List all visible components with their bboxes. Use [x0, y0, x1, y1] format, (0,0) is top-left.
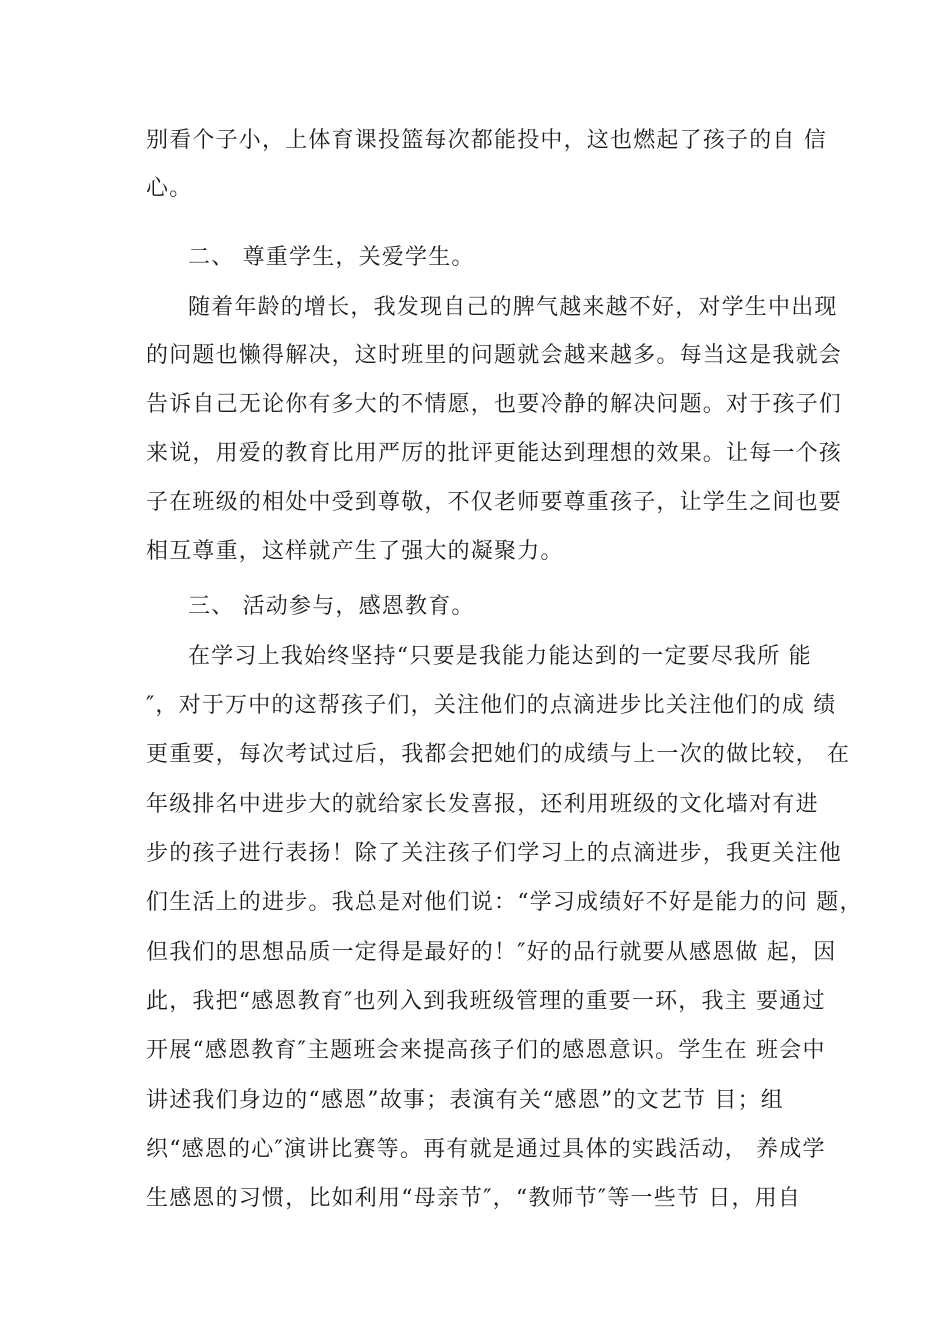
paragraph-line: 随着年龄的增长，我发现自己的脾气越来越不好，对学生中出现 — [188, 295, 838, 320]
paragraph-line: 织“感恩的心″演讲比赛等。再有就是通过具体的实践活动， 养成学 — [146, 1137, 826, 1162]
paragraph-line: 们生活上的进步。我总是对他们说：“学习成绩好不好是能力的问 题， — [146, 890, 863, 915]
paragraph-line: 开展“感恩教育″主题班会来提高孩子们的感恩意识。学生在 班会中 — [146, 1038, 826, 1063]
paragraph-line: 生感恩的习惯，比如利用“母亲节″，“教师节″等一些节 日，用自 — [146, 1186, 802, 1211]
paragraph-line: 此，我把“感恩教育″也列入到我班级管理的重要一环，我主 要通过 — [146, 989, 826, 1014]
paragraph-line: 别看个子小，上体育课投篮每次都能投中，这也燃起了孩子的自 信 — [146, 128, 827, 153]
section-heading-2: 二、 尊重学生，关爱学生。 — [188, 245, 475, 270]
paragraph-line: ″，对于万中的这帮孩子们，关注他们的点滴进步比关注他们的成 绩 — [146, 693, 837, 718]
paragraph-line: 告诉自己无论你有多大的不情愿，也要冷静的解决问题。对于孩子们 — [146, 392, 843, 417]
paragraph-line: 子在班级的相处中受到尊敬，不仅老师要尊重孩子，让学生之间也要 — [146, 490, 843, 515]
paragraph-line: 心。 — [146, 176, 193, 201]
paragraph-line: 但我们的思想品质一定得是最好的！″好的品行就要从感恩做 起，因 — [146, 940, 837, 965]
paragraph-line: 相互尊重，这样就产生了强大的凝聚力。 — [146, 539, 564, 564]
section-heading-3: 三、 活动参与，感恩教育。 — [188, 594, 475, 619]
paragraph-line: 讲述我们身边的“感恩”故事；表演有关“感恩”的文艺节 目；组 — [146, 1088, 784, 1113]
paragraph-line: 在学习上我始终坚持“只要是我能力能达到的一定要尽我所 能 — [188, 644, 812, 669]
paragraph-line: 来说，用爱的教育比用严厉的批评更能达到理想的效果。让每一个孩 — [146, 441, 843, 466]
paragraph-line: 的问题也懒得解决，这时班里的问题就会越来越多。每当这是我就会 — [146, 343, 843, 368]
paragraph-line: 年级排名中进步大的就给家长发喜报，还利用班级的文化墙对有进 — [146, 792, 819, 817]
paragraph-line: 步的孩子进行表扬！除了关注孩子们学习上的点滴进步，我更关注他 — [146, 841, 843, 866]
paragraph-line: 更重要，每次考试过后，我都会把她们的成绩与上一次的做比较， 在 — [146, 742, 851, 767]
